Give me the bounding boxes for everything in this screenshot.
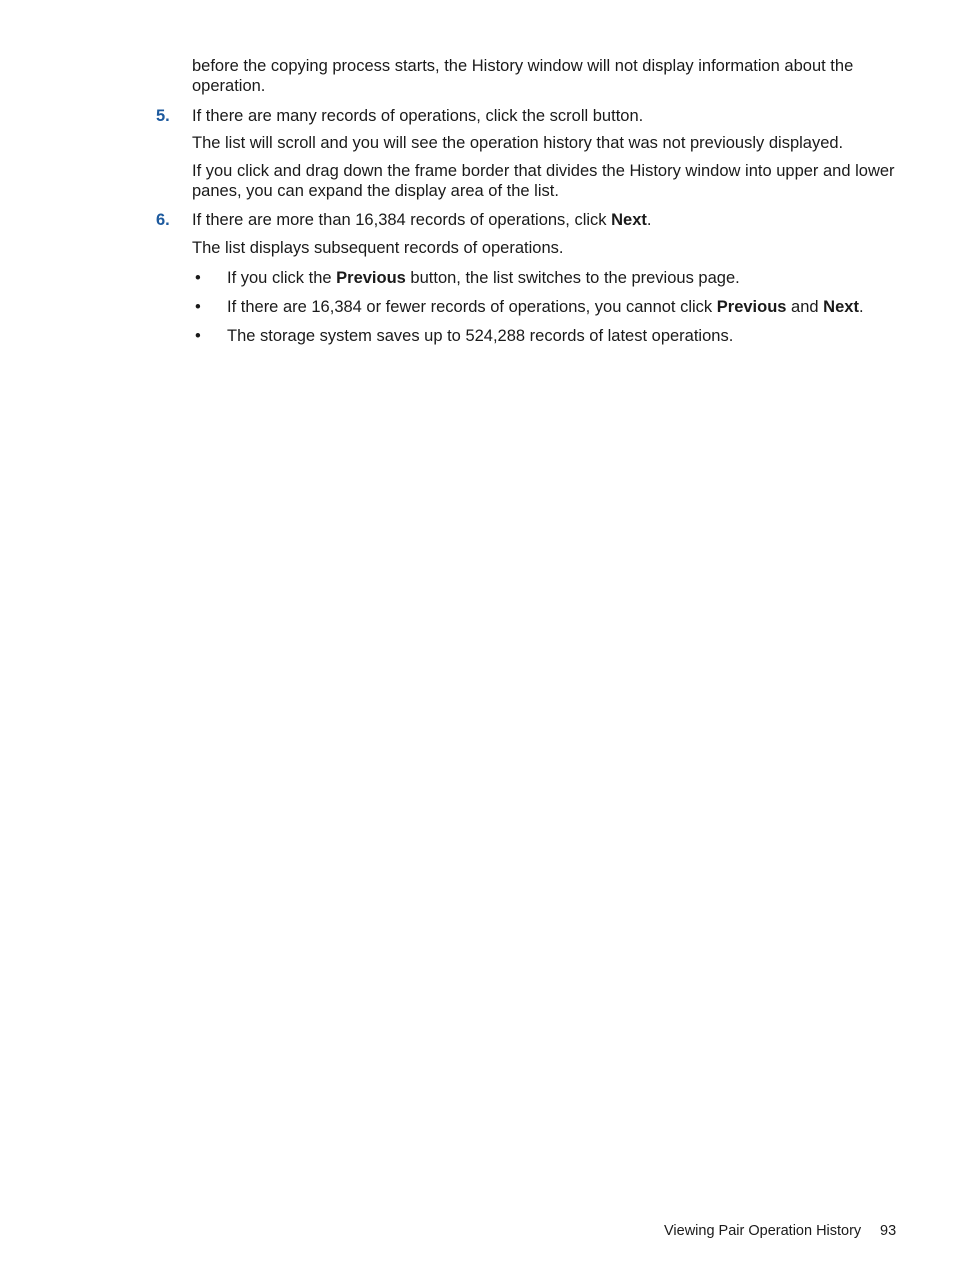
bullet-item-fewer-records: If there are 16,384 or fewer records of operations, you cannot click Previous and Next. [227, 298, 864, 316]
step-number-5: 5. [156, 107, 170, 125]
bullet-item-max-records: The storage system saves up to 524,288 records of latest operations. [227, 327, 734, 345]
bullet-marker: • [195, 269, 201, 287]
bullet-marker: • [195, 298, 201, 316]
footer-section-title: Viewing Pair Operation History [664, 1223, 862, 1239]
step-5-note: If you click and drag down the frame border that divides the History window into upper and lower panes, you can expand the display area of the list. [192, 162, 895, 200]
intro-paragraph: before the copying process starts, the History window will not display information about the operation. [192, 57, 854, 95]
step-5-result: The list will scroll and you will see the operation history that was not previously displayed. [192, 134, 844, 152]
next-keyword: Next [611, 211, 647, 229]
step-6-instruction: If there are more than 16,384 records of operations, click Next. [192, 211, 652, 229]
step-5-instruction: If there are many records of operations, click the scroll button. [192, 107, 644, 125]
bullet-item-previous: If you click the Previous button, the list switches to the previous page. [227, 269, 740, 287]
footer-page-number: 93 [880, 1223, 897, 1239]
bullet-marker: • [195, 327, 201, 345]
step-number-6: 6. [156, 211, 170, 229]
step-6-result: The list displays subsequent records of operations. [192, 239, 564, 257]
